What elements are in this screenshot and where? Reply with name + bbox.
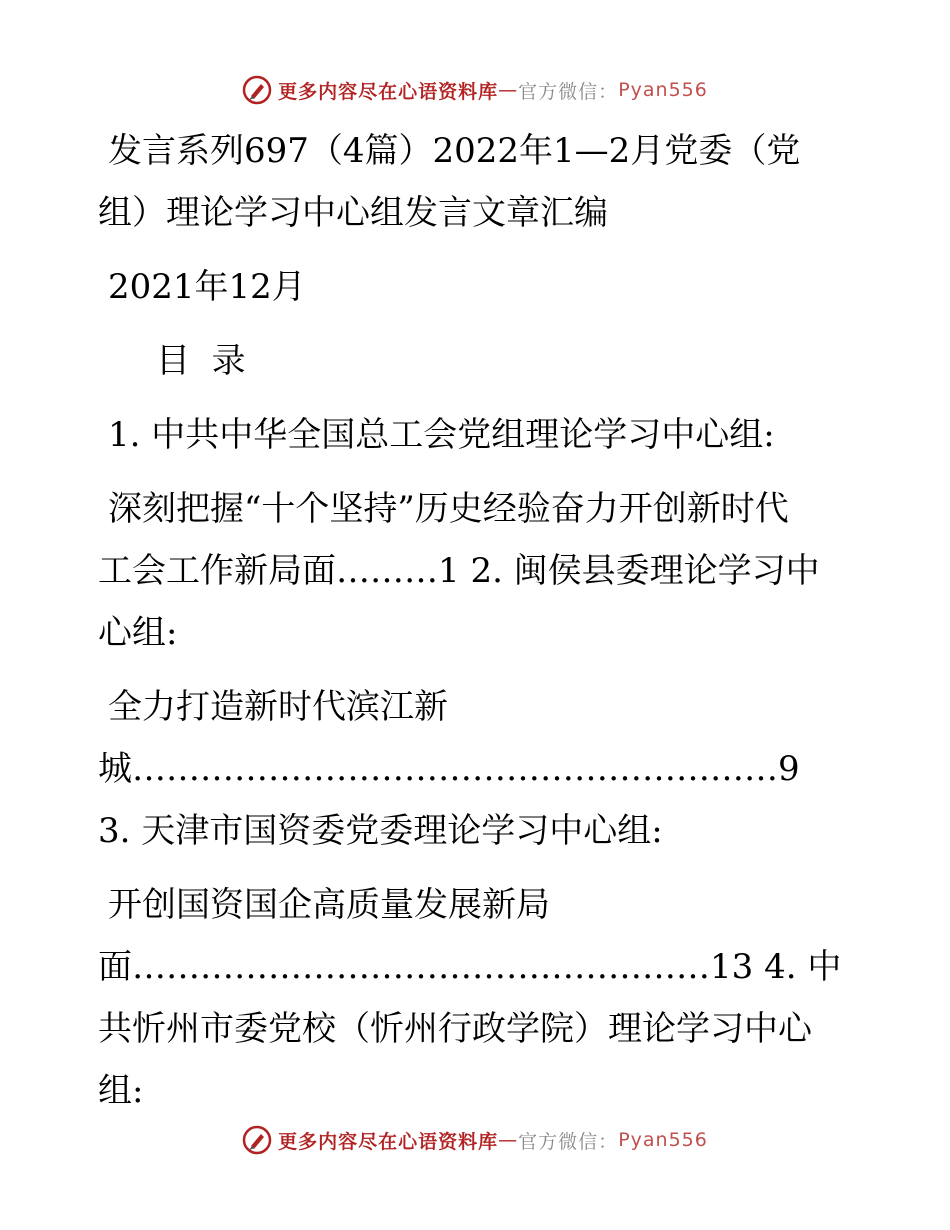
watermark-library-text: 更多内容尽在心语资料库 xyxy=(278,80,499,103)
watermark-banner-top xyxy=(0,70,950,110)
toc-line: 共忻州市委党校（忻州行政学院）理论学习中心 xyxy=(98,1009,812,1049)
toc-line: 城…………………………………………………9 xyxy=(98,749,800,789)
watermark-wechat-id: Pyan556 xyxy=(618,1129,708,1151)
document-body xyxy=(98,120,858,1122)
toc-line: 工会工作新局面………1 2. 闽侯县委理论学习中 xyxy=(98,551,820,591)
watermark-library-text: 更多内容尽在心语资料库 xyxy=(278,1130,499,1153)
watermark-dash: — xyxy=(498,79,519,101)
toc-line: 深刻把握“十个坚持”历史经验奋力开创新时代 xyxy=(108,489,789,529)
toc-line: 3. 天津市国资委党委理论学习中心组: xyxy=(98,811,663,851)
watermark-dash: — xyxy=(498,1129,519,1151)
document-date: 2021年12月 xyxy=(108,267,306,307)
pen-logo-icon xyxy=(242,75,272,105)
toc-line: 全力打造新时代滨江新 xyxy=(108,687,448,727)
toc-line: 1. 中共中华全国总工会党组理论学习中心组: xyxy=(108,415,775,455)
watermark-wechat-label: 官方微信： xyxy=(518,1130,619,1153)
watermark-banner-bottom xyxy=(0,1120,950,1160)
pen-logo-icon xyxy=(242,1125,272,1155)
toc-line: 面……………………………………………13 4. 中 xyxy=(98,947,842,987)
toc-line: 开创国资国企高质量发展新局 xyxy=(108,885,550,925)
toc-line: 心组: xyxy=(98,613,178,653)
watermark-wechat-id: Pyan556 xyxy=(618,79,708,101)
toc-line: 组: xyxy=(98,1071,144,1111)
document-title-line-1: 发言系列697（4篇）2022年1—2月党委（党 xyxy=(108,131,801,171)
watermark-wechat-label: 官方微信： xyxy=(518,80,619,103)
toc-heading: 目 录 xyxy=(156,341,246,381)
document-title-line-2: 组）理论学习中心组发言文章汇编 xyxy=(98,193,608,233)
